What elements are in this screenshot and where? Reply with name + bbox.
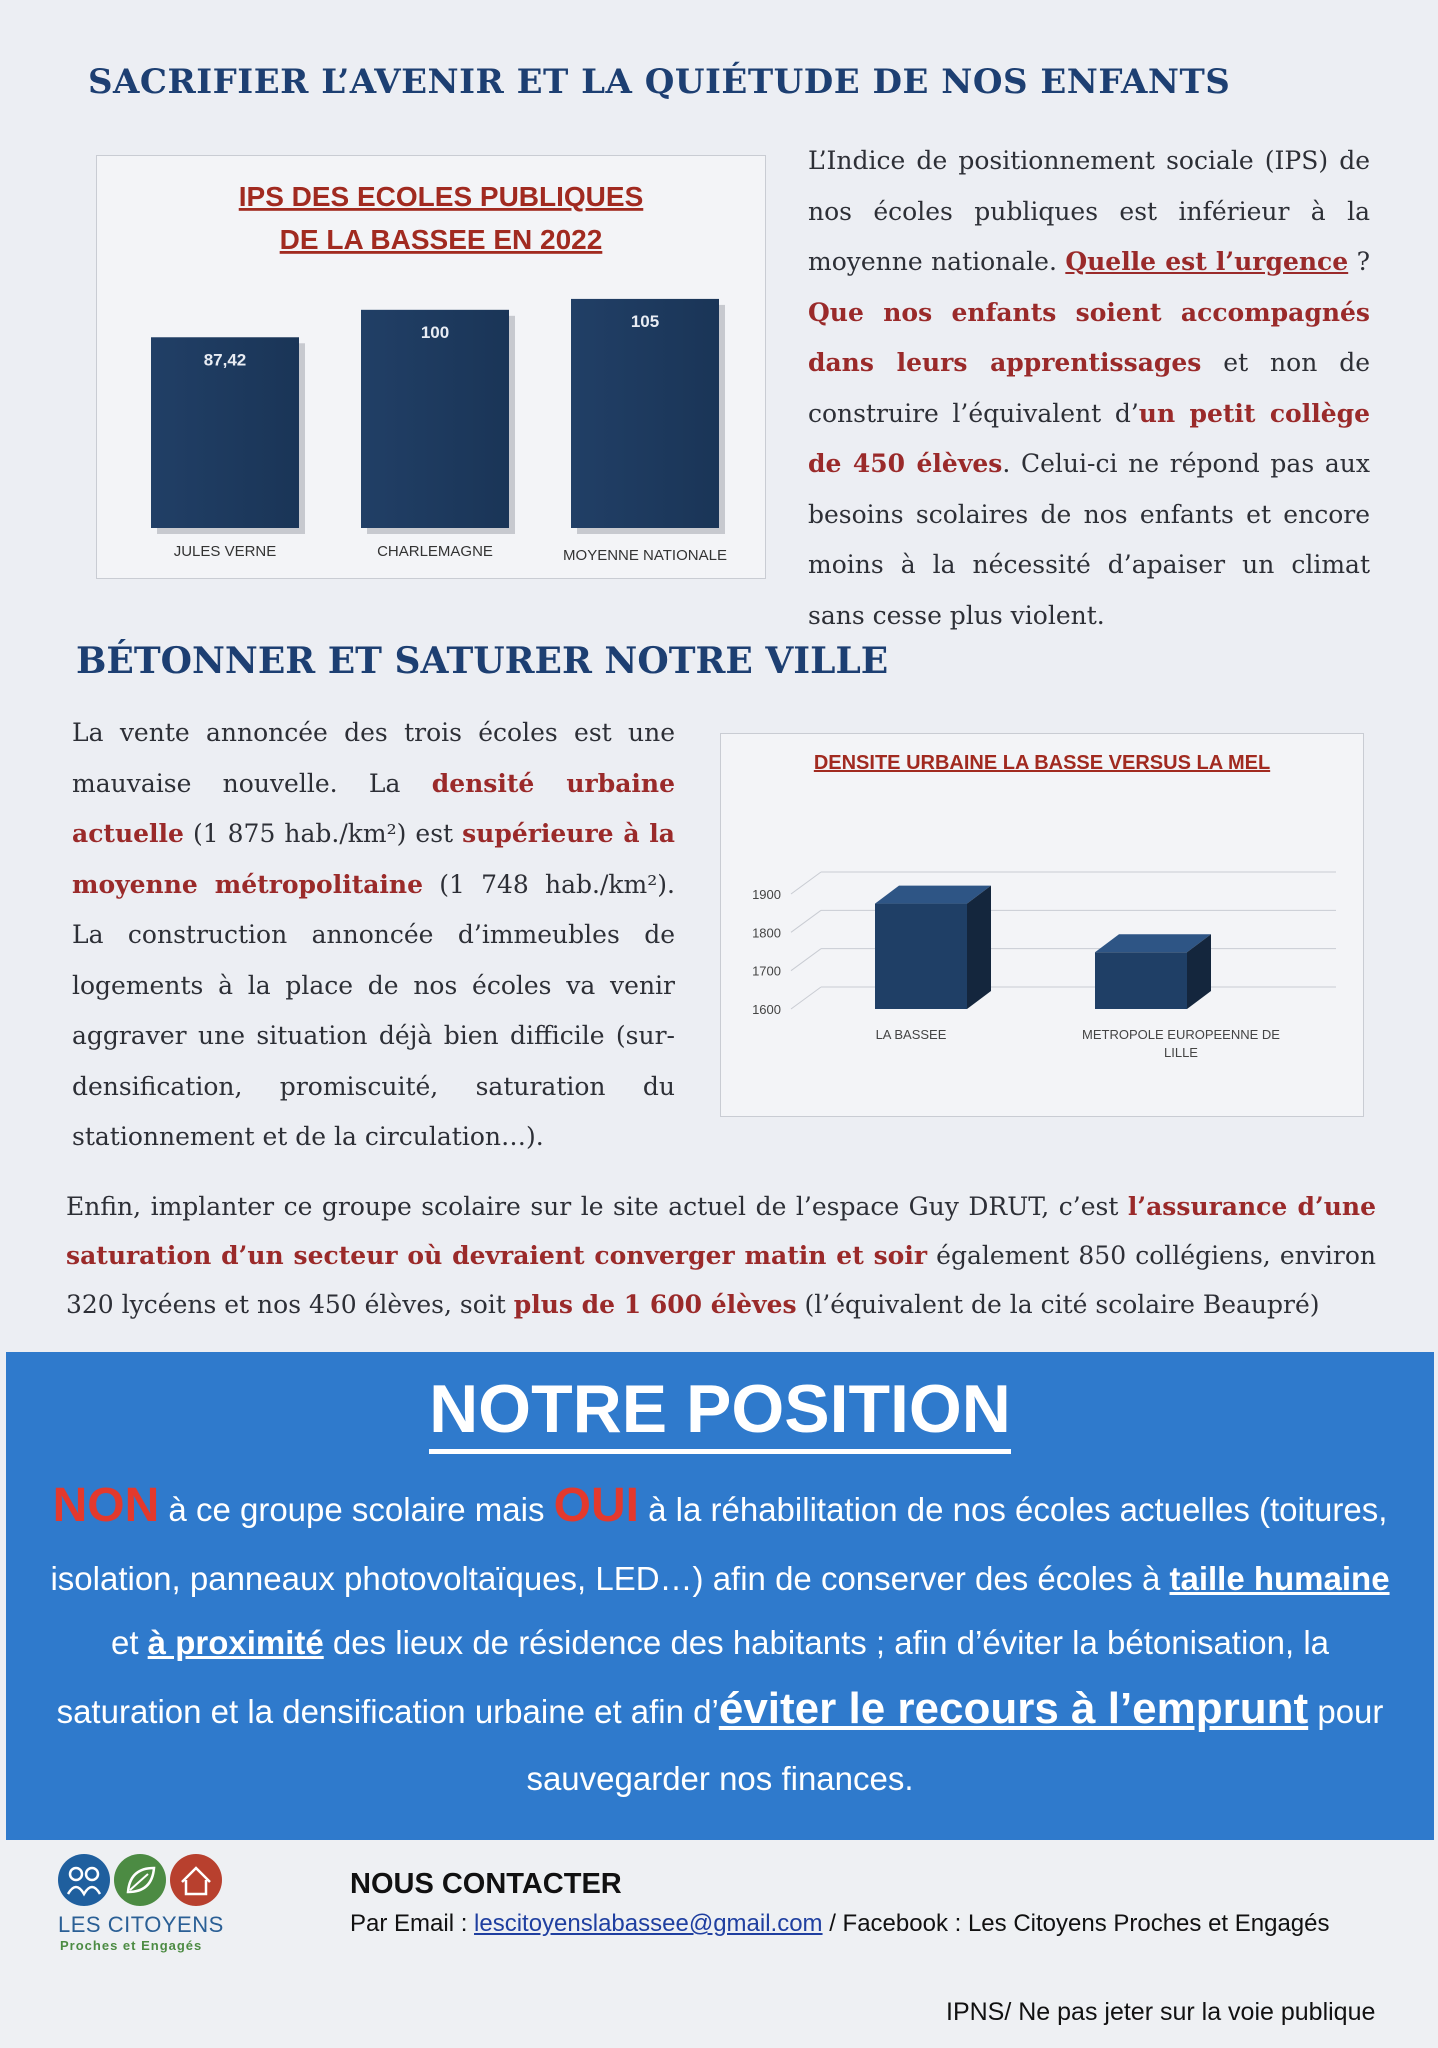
density-ytick-label: 1900: [752, 887, 781, 902]
urgency-link[interactable]: Quelle est l’urgence: [1065, 247, 1349, 276]
footer: [0, 1840, 1438, 2048]
section1-title: SACRIFIER L’AVENIR ET LA QUIÉTUDE DE NOS ENFANTS: [88, 62, 1231, 102]
section2-paragraph: [72, 708, 675, 1163]
s1-bold-2: un petit collège de 450 élèves: [808, 398, 1370, 478]
s2-bold-2: supérieure à la moyenne métropolitaine: [72, 819, 675, 899]
s2-end-bold-2: plus de 1 600 élèves: [513, 1290, 797, 1319]
section2-title: BÉTONNER ET SATURER NOTRE VILLE: [76, 640, 889, 682]
density-chart-svg: [721, 734, 1363, 1116]
s2-end-text-2: également 850 collégiens, environ 320 lycéens et nos 450 élèves, soit: [66, 1241, 1376, 1319]
position-l4b: éviter le recours à l’emprunt: [718, 1684, 1309, 1733]
ips-chart-svg: [97, 156, 765, 578]
contact-line: [350, 1910, 1330, 1938]
position-l4c: pour: [1308, 1693, 1384, 1730]
s2-end-bold-1: l’assurance d’une saturation d’un secteur où devraient converger matin et soir: [66, 1192, 1376, 1270]
email-prefix: Par Email :: [350, 1910, 475, 1937]
ips-chart-title-line1: IPS DES ECOLES PUBLIQUES: [238, 181, 644, 212]
density-bar-1: [875, 904, 967, 1009]
density-category-label: METROPOLE EUROPEENNE DE: [1082, 1027, 1280, 1042]
position-box: [6, 1352, 1434, 1840]
position-line-3: [6, 1624, 1434, 1662]
ips-bar-2: [361, 310, 509, 528]
position-non: NON: [52, 1479, 160, 1532]
ips-chart: [96, 155, 766, 579]
s2-text-2: (1 875 hab./km²) est: [183, 819, 463, 848]
position-line-4: [6, 1684, 1434, 1734]
section1-paragraph: [808, 136, 1370, 641]
s1-text-2: ?: [1348, 247, 1370, 276]
s1-text-4: . Celui-ci ne répond pas aux besoins scolaires de nos enfants et encore moins à la nécessité d’apaiser un climat sans cesse plus violent.: [808, 449, 1370, 630]
facebook-text: / Facebook : Les Citoyens Proches et Engagés: [822, 1910, 1330, 1937]
logo: [56, 1852, 226, 1952]
ips-value-label: 100: [420, 322, 450, 342]
logo-line1: LES CITOYENS: [58, 1912, 224, 1937]
position-l3c: des lieux de résidence des habitants ; afin d’éviter la bétonisation, la: [323, 1624, 1330, 1661]
density-gridline-side: [791, 910, 821, 932]
contact-title: NOUS CONTACTER: [350, 1868, 622, 1900]
ips-value-label: 87,42: [203, 350, 247, 370]
density-ytick-label: 1700: [752, 963, 781, 979]
density-category-label: LILLE: [1164, 1045, 1198, 1060]
section2-end-paragraph: [66, 1182, 1376, 1329]
density-gridline-side: [791, 872, 821, 894]
position-oui: OUI: [553, 1479, 639, 1532]
position-l2a: isolation, panneaux photovoltaïques, LED…) afin de conserver des écoles à: [50, 1560, 1170, 1597]
position-line-2: [6, 1560, 1434, 1598]
density-chart-title: DENSITE URBAINE LA BASSE VERSUS LA MEL: [813, 752, 1271, 774]
position-l5: sauvegarder nos finances.: [526, 1760, 914, 1797]
ips-category-label: MOYENNE NATIONALE: [563, 547, 727, 564]
position-l1a: à ce groupe scolaire mais: [159, 1491, 554, 1528]
density-gridline-side: [791, 987, 821, 1009]
ips-category-label: JULES VERNE: [173, 543, 277, 560]
ipns-notice: IPNS/ Ne pas jeter sur la voie publique: [946, 1998, 1376, 2026]
position-line-1: [6, 1478, 1434, 1533]
s2-end-text-3: (l’équivalent de la cité scolaire Beaupré): [796, 1290, 1320, 1319]
s2-text-3: (1 748 hab./km²). La construction annoncée d’immeubles de logements à la place de nos écoles va venir aggraver une situation déjà bien difficile (sur-densification, promiscuité, saturation du stationnement et de la circulation…).: [72, 869, 675, 1151]
s2-end-text-1: Enfin, implanter ce groupe scolaire sur le site actuel de l’espace Guy DRUT, c’est: [66, 1192, 1128, 1221]
position-line-5: [6, 1760, 1434, 1798]
people-icon: [58, 1854, 110, 1906]
s1-text-1: L’Indice de positionnement sociale (IPS) de nos écoles publiques est inférieur à la moyenne nationale.: [808, 146, 1370, 276]
position-title: [6, 1370, 1434, 1448]
house-icon: [170, 1854, 222, 1906]
ips-category-label: CHARLEMAGNE: [377, 543, 493, 560]
density-bar-2: [1095, 952, 1187, 1009]
position-l4a: saturation et la densification urbaine et afin d’: [56, 1693, 719, 1730]
density-ytick-label: 1800: [752, 925, 781, 941]
position-l3a: et: [110, 1624, 148, 1661]
density-gridline-side: [791, 949, 821, 971]
ips-bar-3: [571, 299, 719, 528]
density-chart: [720, 733, 1364, 1117]
s2-bold-1: densité urbaine actuelle: [72, 768, 675, 848]
position-l2b: taille humaine: [1169, 1560, 1390, 1597]
density-ytick-label: 1600: [752, 1002, 781, 1017]
email-link[interactable]: lescitoyenslabassee@gmail.com: [474, 1910, 823, 1937]
position-l3b: à proximité: [147, 1624, 324, 1661]
position-l1b: à la réhabilitation de nos écoles actuelles (toitures,: [638, 1491, 1388, 1528]
density-bar-side: [967, 886, 991, 1009]
logo-icons: [56, 1852, 226, 1912]
ips-chart-title-line2: DE LA BASSEE EN 2022: [279, 224, 603, 255]
s2-text-1: La vente annoncée des trois écoles est une mauvaise nouvelle. La: [72, 718, 675, 798]
s1-bold-1: Que nos enfants soient accompagnés dans leurs apprentissages: [808, 297, 1370, 377]
s1-text-3: et non de construire l’équivalent d’: [808, 348, 1371, 428]
position-title-text: NOTRE POSITION: [429, 1371, 1011, 1454]
density-category-label: LA BASSEE: [875, 1027, 947, 1042]
ips-value-label: 105: [630, 311, 660, 331]
logo-line2: Proches et Engagés: [60, 1938, 203, 1953]
